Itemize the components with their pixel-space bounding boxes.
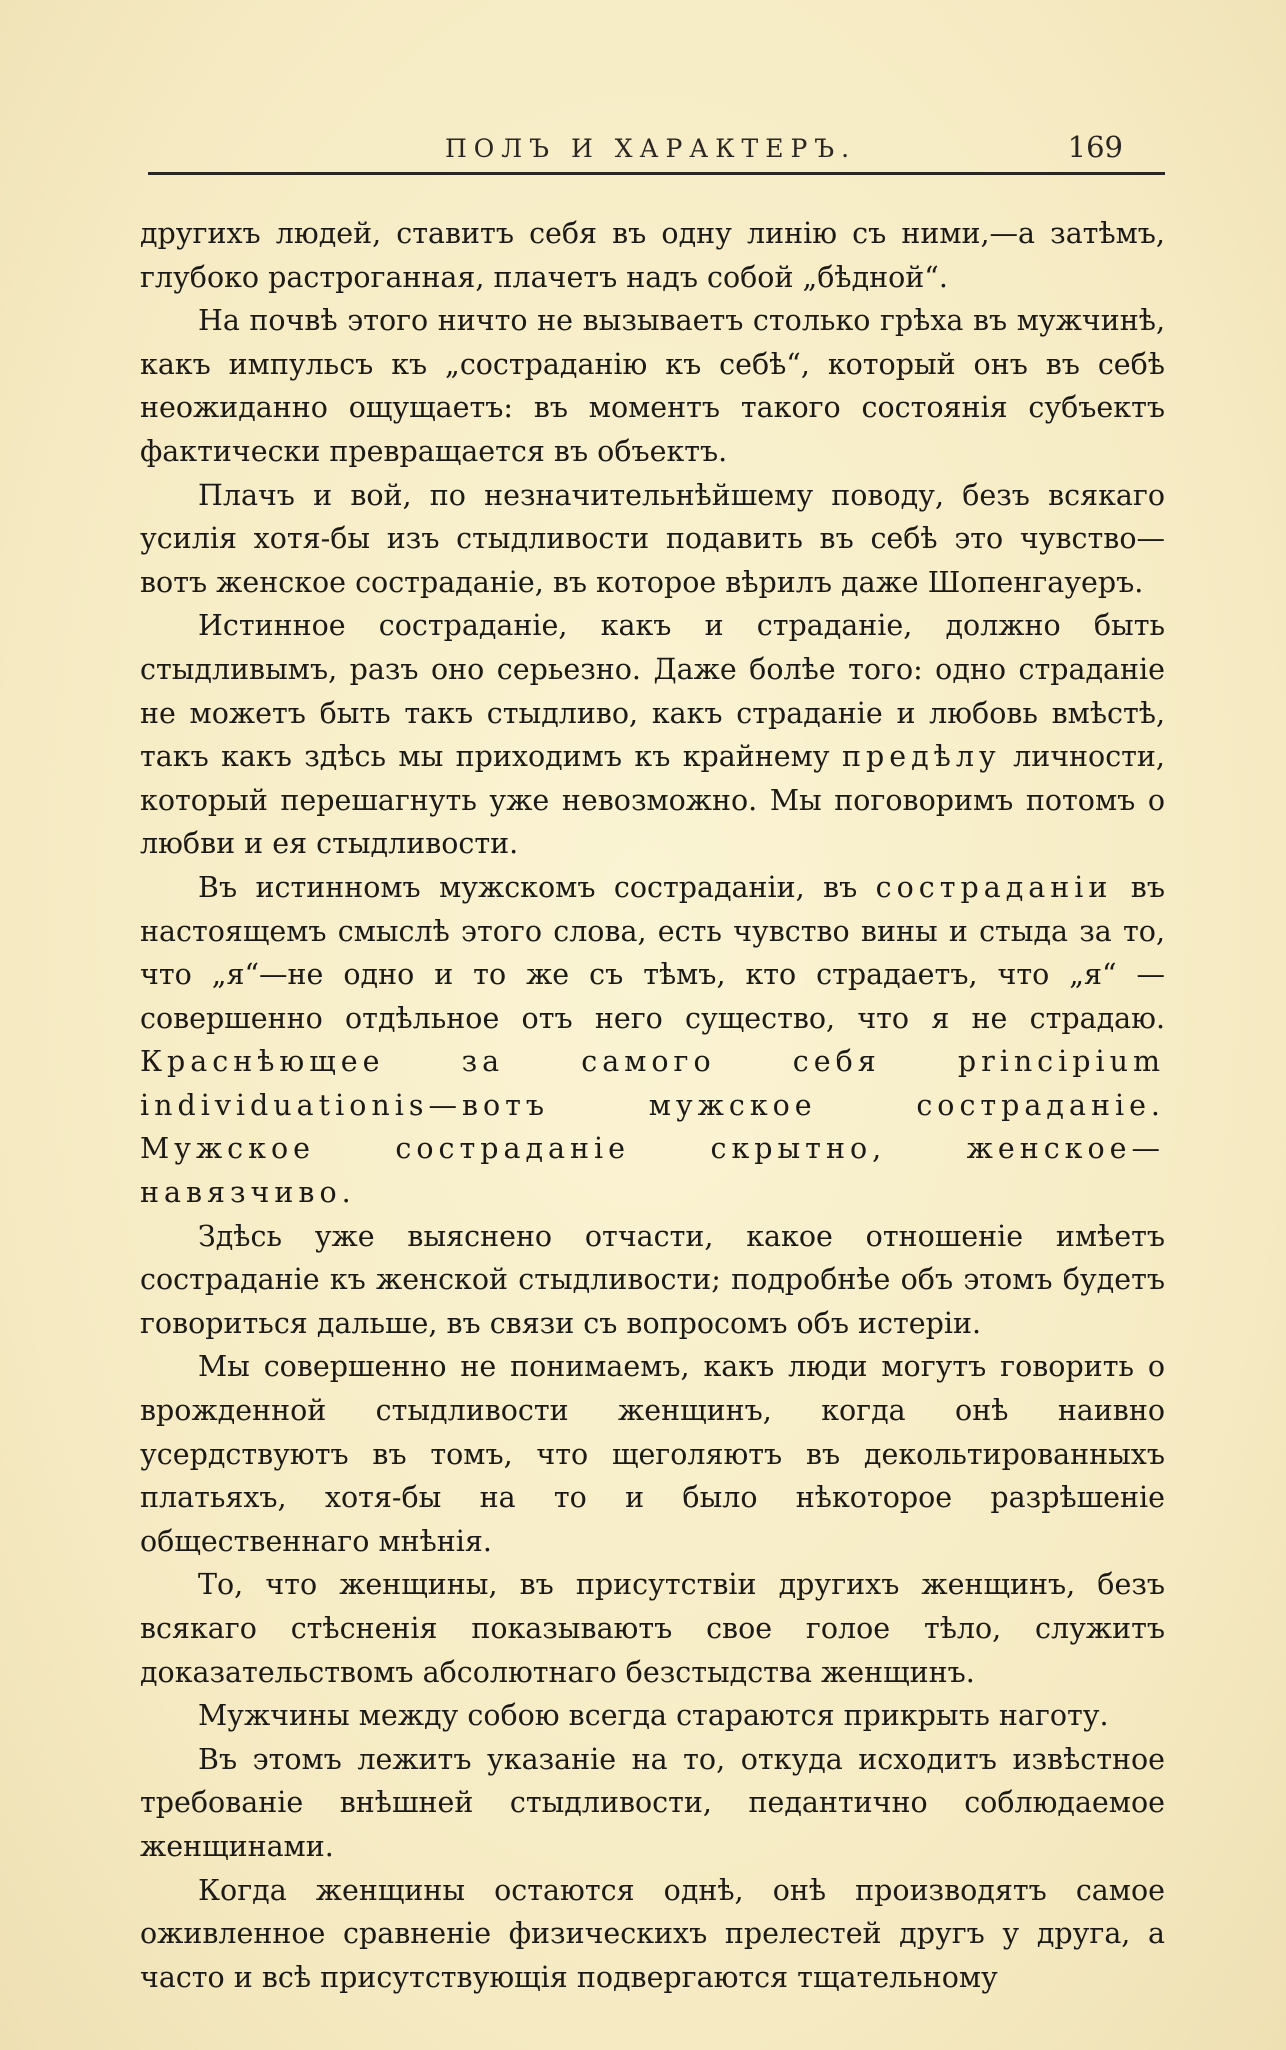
- text-run: въ настоящемъ смыслѣ этого слова, есть чувство вины и стыда за то, что „я“—не одно и то же съ тѣмъ, кто страдаетъ, что „я“ — совершенно отдѣльное отъ него существо, что я не страдаю.: [140, 870, 1165, 1035]
- paragraph: другихъ людей, ставитъ себя въ одну линію съ ними,—а затѣмъ, глубоко растроганная, плачетъ надъ собой „бѣдной“.: [140, 217, 1165, 294]
- book-page: [140, 128, 1165, 1999]
- text-run: Истинное состраданіе, какъ и страданіе, должно быть стыдливымъ, разъ оно серьезно. Даже болѣе того: одно страданіе не можетъ быть такъ стыдливо, какъ страданіе и любовь вмѣстѣ, такъ какъ здѣсь мы приходимъ къ крайнему: [140, 609, 1165, 774]
- spaced-emphasis: Краснѣющее за самого себя principium individuationis—вотъ мужское состраданіе. Мужское состраданіе скрытно, женское—навязчиво.: [140, 1045, 1165, 1210]
- paragraph: То, что женщины, въ присутствіи другихъ женщинъ, безъ всякаго стѣсненія показываютъ свое голое тѣло, служитъ доказательствомъ абсолютнаго безстыдства женщинъ.: [140, 1568, 1165, 1689]
- running-head: [140, 128, 1165, 176]
- header-rule: [148, 172, 1165, 175]
- paragraph: На почвѣ этого ничто не вызываетъ столько грѣха въ мужчинѣ, какъ импульсъ къ „состраданію къ себѣ“, который онъ въ себѣ неожиданно ощущаетъ: въ моментъ такого состоянія субъектъ фактически превращается въ объектъ.: [140, 304, 1165, 468]
- spaced-emphasis: предѣлу: [841, 740, 1001, 774]
- paragraph: Мы совершенно не понимаемъ, какъ люди могутъ говорить о врожденной стыдливости женщинъ, когда онѣ наивно усердствуютъ въ томъ, что щеголяютъ въ декольтированныхъ платьяхъ, хотя-бы на то и было нѣкоторое разрѣшеніе общественнаго мнѣнія.: [140, 1350, 1165, 1558]
- page-number: 169: [1067, 130, 1123, 164]
- paragraph: Мужчины между собою всегда стараются прикрыть наготу.: [198, 1699, 1109, 1733]
- spaced-emphasis: состраданіи: [875, 870, 1113, 904]
- running-title: ПОЛЪ И ХАРАКТЕРЪ.: [445, 134, 857, 163]
- paragraph: Здѣсь уже выяснено отчасти, какое отношеніе имѣетъ состраданіе къ женской стыдливости; подробнѣе объ этомъ будетъ говориться дальше, въ связи съ вопросомъ объ истеріи.: [140, 1219, 1165, 1340]
- paragraph: Въ этомъ лежитъ указаніе на то, откуда исходитъ извѣстное требованіе внѣшней стыдливости, педантично соблюдаемое женщинами.: [140, 1742, 1165, 1863]
- paragraph: Плачъ и вой, по незначительнѣйшему поводу, безъ всякаго усилія хотя-бы изъ стыдливости подавить въ себѣ это чувство—вотъ женское состраданіе, въ которое вѣрилъ даже Шопенгауеръ.: [140, 478, 1165, 599]
- body-text: [140, 212, 1165, 1999]
- text-run: Въ истинномъ мужскомъ состраданіи, въ: [198, 870, 876, 904]
- paragraph: [140, 604, 1165, 866]
- paragraph: [140, 866, 1165, 1215]
- paragraph: Когда женщины остаются однѣ, онѣ производятъ самое оживленное сравненіе физическихъ прелестей другъ у друга, а часто и всѣ присутствующія подвергаются тщательному: [140, 1873, 1165, 1994]
- text-run: личности, который перешагнуть уже невозможно. Мы поговоримъ потомъ о любви и ея стыдливости.: [140, 740, 1165, 861]
